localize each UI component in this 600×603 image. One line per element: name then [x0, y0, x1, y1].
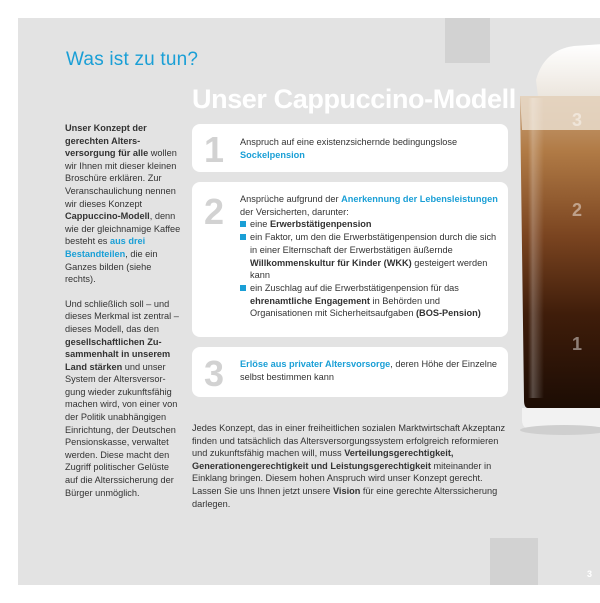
page-number: 3 — [586, 569, 592, 579]
component-card-2 — [192, 182, 508, 337]
list-item: ein Zuschlag auf die Erwerbstätigenpension für das ehrenamtliche Engagement in Behörden und Organisationen mit Sicherheitsaufgaben (BOS-Pension) — [240, 282, 498, 320]
closing-paragraph: Jedes Konzept, das in einer freiheitlichen sozialen Marktwirtschaft Akzeptanz finden und tatsächlich das Altersversorgungssystem erfolgreich reformieren und zukunftsfähig machen will, muss Verteilungsgerechtigkeit, Generationengerechtigkeit und Leistungsgerechtigkeit miteinander in Einklang bringen. Diesem hohen Anspruch wird unser Konzept gerecht. Lassen Sie uns Ihnen jetzt unsere Vision für eine gerechte Alterssicherung darlegen. — [192, 423, 506, 509]
card-text: Anspruch auf eine existenzsichernde bedingungslose Sockelpension — [240, 137, 458, 160]
layer-label-3: 3 — [572, 110, 583, 130]
layer-label-1: 1 — [572, 334, 583, 354]
card-text: Ansprüche aufgrund der Anerkennung der Lebensleistungen der Versicherten, darunter: eine Erwerbstätigenpension ein Faktor, um den die Erwerbstätigenpension durch die sich in einer Elternschaft der Erwerbstätigen äußernde Willkommenskultur für Kinder (WKK) gesteigert werden kann ein Zuschlag auf die Erwerbstätigenpension für das ehrenamtliche Engagement in Behörden und Organisationen mit Sicherheitsaufgaben (BOS-Pension) — [240, 194, 498, 319]
cappuccino-glass-icon — [514, 38, 600, 438]
model-title: Unser Cappuccino-Modell — [192, 84, 516, 114]
card-number: 2 — [204, 191, 225, 232]
page-background — [18, 18, 600, 585]
bullet-square-icon — [240, 221, 246, 227]
list-item: eine Erwerbstätigenpension — [240, 218, 498, 231]
component-card-1 — [192, 124, 508, 172]
list-item: ein Faktor, um den die Erwerbstätigenpension durch die sich in einer Elternschaft der Erwerbstätigen äußernde Willkommenskultur für Kinder (WKK) gesteigert werden kann — [240, 231, 498, 282]
card-number: 3 — [204, 353, 225, 394]
card-number: 1 — [204, 129, 225, 170]
left-paragraph-2: Und schließlich soll – und dieses Merkmal ist zentral – dieses Modell, das den gesellschaftlichen Zusammenhalt in unserem Land stärken und unser System der Altersversorgung wieder zukunftsfähig machen wird, von einer von der Politik unabhängigen Einrichtung, der Deutschen Pensionskasse, verwaltet werden. Diese macht den Zugriff politischer Gelüste auf die Alterssicherung der Bürger unmöglich. — [65, 298, 179, 498]
decorative-square-top — [445, 18, 490, 63]
cappuccino-glass-illustration — [514, 38, 600, 438]
card-text: Erlöse aus privater Altersvorsorge, deren Höhe der Einzelne selbst bestimmen kann — [240, 359, 498, 382]
bullet-list — [240, 218, 498, 320]
section-heading: Was ist zu tun? — [66, 49, 199, 70]
layer-label-2: 2 — [572, 200, 583, 220]
bullet-square-icon — [240, 234, 246, 240]
component-card-3 — [192, 347, 508, 397]
left-paragraph-1: Unser Konzept der gerechten Altersversorgung für alle wollen wir Ihnen mit dieser kleinen Broschüre erklären. Zur Veranschaulichung nennen wir dieses Konzept Cappuccino-Modell, denn wie der gleichnamige Kaffee besteht es aus drei Bestandteilen, die ein Ganzes bilden (siehe rechts). — [65, 123, 181, 285]
decorative-square-bottom — [490, 538, 538, 585]
left-column — [65, 122, 181, 511]
bullet-square-icon — [240, 285, 246, 291]
